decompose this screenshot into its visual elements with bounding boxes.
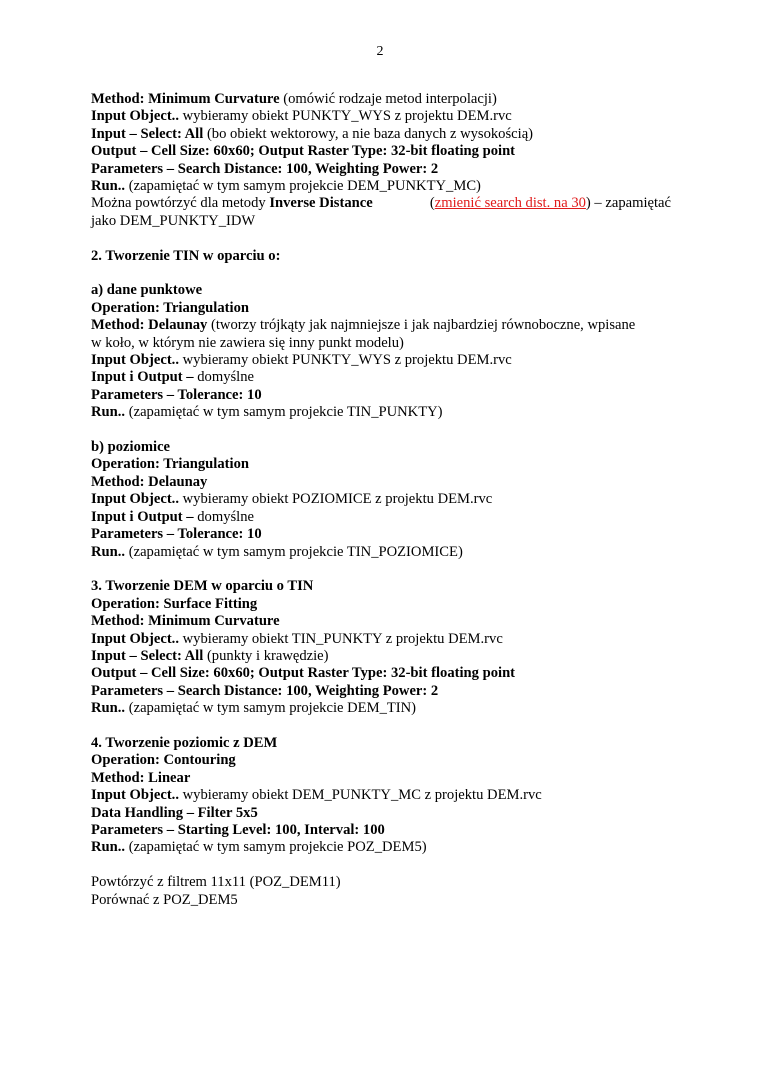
s1-repeat-method: Inverse Distance bbox=[269, 195, 373, 212]
s2a-method-note-1: (tworzy trójkąty jak najmniejsze i jak najbardziej równoboczne, wpisane bbox=[207, 317, 636, 334]
s2a-run-note: (zapamiętać w tym samym projekcie TIN_PUNKTY) bbox=[125, 404, 443, 421]
s1-repeat-text-3: ) – zapamiętać bbox=[585, 195, 671, 212]
s4-input-object-text: wybieramy obiekt DEM_PUNKTY_MC z projektu DEM.rvc bbox=[178, 787, 542, 804]
s4-method-label: Method: Linear bbox=[91, 769, 191, 786]
s4-parameters-line bbox=[91, 822, 671, 839]
s2b-io-label: Input i Output – bbox=[91, 508, 194, 525]
s3-input-object-text: wybieramy obiekt TIN_PUNKTY z projektu DEM.rvc bbox=[178, 630, 503, 647]
s1-run-line bbox=[91, 178, 671, 195]
s1-output-line bbox=[91, 143, 671, 160]
s3-parameters-label: Parameters – Search Distance: 100, Weighting Power: 2 bbox=[91, 682, 439, 699]
s2a-parameters-label: Parameters – Tolerance: 10 bbox=[91, 386, 262, 403]
s3-output-label: Output – Cell Size: 60x60; Output Raster Type: 32-bit floating point bbox=[91, 665, 516, 682]
s1-output-label: Output – Cell Size: 60x60; Output Raster Type: 32-bit floating point bbox=[91, 143, 516, 160]
s4-run-note: (zapamiętać w tym samym projekcie POZ_DEM5) bbox=[125, 839, 427, 856]
s1-input-select-line bbox=[91, 126, 671, 143]
s3-run-note: (zapamiętać w tym samym projekcie DEM_TIN) bbox=[125, 700, 417, 717]
s3-heading-text: 3. Tworzenie DEM w oparciu o TIN bbox=[91, 578, 314, 595]
s4-method-line bbox=[91, 770, 671, 787]
s4-data-handling-label: Data Handling – Filter 5x5 bbox=[91, 804, 258, 821]
s2b-operation-line bbox=[91, 456, 671, 473]
s1-repeat-text-4: jako DEM_PUNKTY_IDW bbox=[91, 212, 256, 229]
s2a-run-line bbox=[91, 404, 671, 421]
s2b-parameters-line bbox=[91, 526, 671, 543]
s2b-io-line bbox=[91, 509, 671, 526]
s3-method-label: Method: Minimum Curvature bbox=[91, 613, 280, 630]
s1-repeat-text-1: Można powtórzyć dla metody bbox=[91, 195, 270, 212]
s2b-io-text: domyślne bbox=[193, 508, 255, 525]
s2a-io-label: Input i Output – bbox=[91, 369, 194, 386]
s2a-input-object-label: Input Object.. bbox=[91, 352, 179, 369]
s2a-method-note-2: w koło, w którym nie zawiera się inny punkt modelu) bbox=[91, 334, 404, 351]
s3-input-select-note: (punkty i krawędzie) bbox=[203, 647, 329, 664]
s4-heading bbox=[91, 735, 671, 752]
s3-run-label: Run.. bbox=[91, 700, 126, 717]
s1-parameters-label: Parameters – Search Distance: 100, Weighting Power: 2 bbox=[91, 160, 439, 177]
s2a-parameters-line bbox=[91, 387, 671, 404]
s3-input-select-label: Input – Select: All bbox=[91, 647, 204, 664]
s1-parameters-line bbox=[91, 161, 671, 178]
s4-run-label: Run.. bbox=[91, 839, 126, 856]
s3-parameters-line bbox=[91, 683, 671, 700]
s2b-parameters-label: Parameters – Tolerance: 10 bbox=[91, 526, 262, 543]
s3-operation-line bbox=[91, 596, 671, 613]
s3-input-object-line bbox=[91, 631, 671, 648]
s2a-io-text: domyślne bbox=[193, 369, 255, 386]
s4-run-line bbox=[91, 839, 671, 856]
s1-repeat-link[interactable]: zmienić search dist. na 30 bbox=[434, 195, 586, 212]
s1-input-object-line bbox=[91, 108, 671, 125]
s1-repeat-line bbox=[91, 195, 671, 212]
s3-operation-label: Operation: Surface Fitting bbox=[91, 595, 258, 612]
s1-repeat-line-2 bbox=[91, 213, 671, 230]
s3-heading bbox=[91, 578, 671, 595]
s2b-operation-label: Operation: Triangulation bbox=[91, 456, 249, 473]
s2b-title-text: b) poziomice bbox=[91, 439, 171, 456]
s2b-method-label: Method: Delaunay bbox=[91, 473, 208, 490]
s1-input-object-label: Input Object.. bbox=[91, 108, 179, 125]
s2a-io-line bbox=[91, 369, 671, 386]
s2a-input-object-text: wybieramy obiekt PUNKTY_WYS z projektu DEM.rvc bbox=[178, 352, 512, 369]
s2a-input-object-line bbox=[91, 352, 671, 369]
s2a-operation-label: Operation: Triangulation bbox=[91, 299, 249, 316]
s2b-run-label: Run.. bbox=[91, 543, 126, 560]
s3-method-line bbox=[91, 613, 671, 630]
document-body bbox=[91, 91, 671, 909]
s2a-operation-line bbox=[91, 300, 671, 317]
s2b-title bbox=[91, 439, 671, 456]
s2a-method-line bbox=[91, 317, 671, 334]
s4-operation-line bbox=[91, 752, 671, 769]
s2a-title-text: a) dane punktowe bbox=[91, 282, 203, 299]
s4-operation-label: Operation: Contouring bbox=[91, 752, 236, 769]
s1-method-label: Method: Minimum Curvature bbox=[91, 91, 280, 107]
s3-input-select-line bbox=[91, 648, 671, 665]
s4-parameters-label: Parameters – Starting Level: 100, Interval: 100 bbox=[91, 821, 385, 838]
s1-run-label: Run.. bbox=[91, 178, 126, 195]
s2b-input-object-text: wybieramy obiekt POZIOMICE z projektu DEM.rvc bbox=[178, 491, 493, 508]
s2a-title bbox=[91, 282, 671, 299]
s4-input-object-line bbox=[91, 787, 671, 804]
s1-run-note: (zapamiętać w tym samym projekcie DEM_PUNKTY_MC) bbox=[125, 178, 481, 195]
s4-heading-text: 4. Tworzenie poziomic z DEM bbox=[91, 734, 278, 751]
s4-input-object-label: Input Object.. bbox=[91, 787, 179, 804]
page-number: 2 bbox=[376, 44, 384, 59]
s2b-run-line bbox=[91, 544, 671, 561]
s2-heading bbox=[91, 248, 671, 265]
s2b-input-object-line bbox=[91, 491, 671, 508]
s2a-run-label: Run.. bbox=[91, 404, 126, 421]
footer-repeat-line: Powtórzyć z filtrem 11x11 (POZ_DEM11) bbox=[91, 874, 341, 891]
s2b-input-object-label: Input Object.. bbox=[91, 491, 179, 508]
s3-output-line bbox=[91, 665, 671, 682]
s3-input-object-label: Input Object.. bbox=[91, 630, 179, 647]
s1-repeat-text-2: ( bbox=[426, 195, 435, 212]
s2b-method-line bbox=[91, 474, 671, 491]
s2a-method-line-2 bbox=[91, 335, 671, 352]
s2b-run-note: (zapamiętać w tym samym projekcie TIN_POZIOMICE) bbox=[125, 543, 463, 560]
s1-input-select-label: Input – Select: All bbox=[91, 125, 204, 142]
footer-compare-line: Porównać z POZ_DEM5 bbox=[91, 891, 238, 908]
s4-data-handling-line bbox=[91, 805, 671, 822]
s2a-method-label: Method: Delaunay bbox=[91, 317, 208, 334]
s1-input-object-text: wybieramy obiekt PUNKTY_WYS z projektu DEM.rvc bbox=[178, 108, 512, 125]
s1-input-select-note: (bo obiekt wektorowy, a nie baza danych z wysokością) bbox=[203, 125, 534, 142]
s1-method-line bbox=[91, 91, 671, 108]
s2-heading-text: 2. Tworzenie TIN w oparciu o: bbox=[91, 247, 281, 264]
s1-method-note: (omówić rodzaje metod interpolacji) bbox=[279, 91, 497, 107]
s3-run-line bbox=[91, 700, 671, 717]
